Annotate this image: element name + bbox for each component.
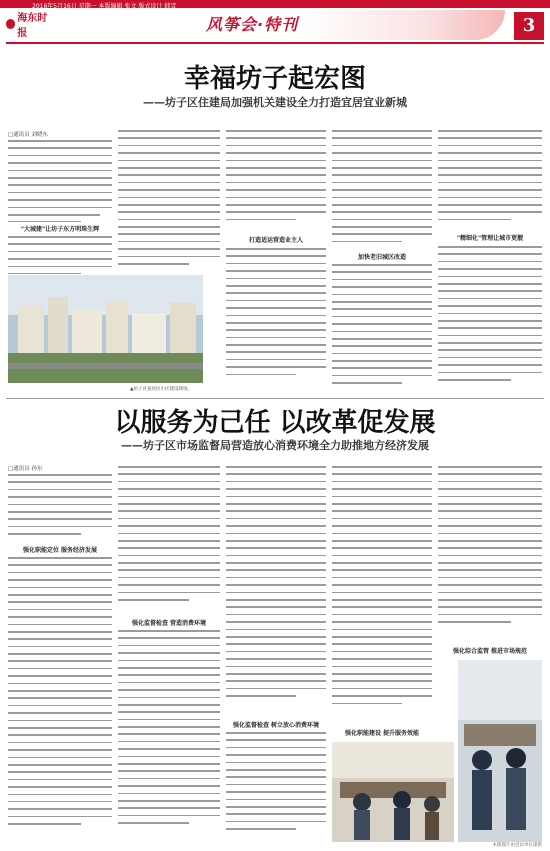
article1-col5-text-b (438, 246, 542, 392)
section-banner: 风筝会·特刊 (206, 15, 299, 34)
article1-photo (8, 275, 203, 383)
header-rule (6, 42, 544, 44)
article1-photo-caption: ▲坊子区某居民小区建设现场。 (130, 387, 192, 392)
article2-col4-text (332, 466, 432, 724)
article1-section3-heading: 加快老旧城区改造 (357, 254, 406, 261)
article2-col2-text-b (118, 630, 220, 845)
article1-col3-text-b (226, 248, 326, 388)
article2-section3-heading: 强化监督检查 树立放心消费环境 (232, 722, 320, 729)
article2-col2-text-a (118, 466, 220, 614)
article1-col1-text-b (8, 236, 112, 274)
header-date-line: 2016年5月16日 星期一 本版编辑 张文 版式设计 韩雪 (32, 3, 177, 10)
article2-col5-text (438, 466, 542, 642)
logo-text: 海东时报 (17, 13, 48, 39)
page-footer: 本版图片由受访单位提供 (492, 843, 542, 848)
banner-decoration (300, 10, 505, 40)
article2-section5-heading: 强化综合监管 推进市场规范 (452, 648, 528, 655)
page-number: 3 (514, 12, 544, 40)
article2-section4-heading: 强化职能建设 提升服务效能 (344, 730, 420, 737)
article2-photo-left (332, 742, 454, 842)
article2-subheadline: ——坊子区市场监督局营造放心消费环境全力助推地方经济发展 (121, 439, 429, 452)
article-divider (6, 398, 544, 399)
article1-byline: □通讯员 刘晓东 (8, 132, 48, 138)
article1-col4-text-a (332, 130, 432, 248)
article1-section2-heading: 打造适运营造业主人 (248, 237, 303, 244)
article2-byline: □通讯员 孙东 (8, 466, 43, 472)
article2-col1-text-a (8, 474, 112, 540)
logo-icon (6, 19, 15, 29)
article1-section1-heading: "大城建"让坊子东方明珠生辉 (20, 226, 100, 233)
article2-photo-right (458, 660, 542, 842)
article1-col3-text-a (226, 130, 326, 232)
article2-headline: 以服务为己任 以改革促发展 (114, 408, 436, 438)
article2-section2-heading: 强化监督检查 营造消费环境 (131, 620, 207, 627)
article1-col2-text (118, 130, 220, 273)
article1-section4-heading: "精细化"管理让城市更靓 (456, 235, 524, 242)
article1-col4-text-b (332, 264, 432, 390)
article1-headline: 幸福坊子起宏图 (183, 64, 366, 94)
article1-subheadline: ——坊子区住建局加强机关建设全力打造宜居宜业新城 (143, 96, 407, 109)
article1-col5-text-a (438, 130, 542, 228)
article2-section1-heading: 强化职能定位 服务经济发展 (22, 547, 98, 554)
newspaper-logo (6, 13, 54, 39)
article2-col3-text-b (226, 732, 326, 845)
page-header (0, 0, 550, 44)
article1-col1-text-a (8, 140, 112, 222)
article2-col1-text-b (8, 557, 112, 845)
article2-col3-text-a (226, 466, 326, 716)
